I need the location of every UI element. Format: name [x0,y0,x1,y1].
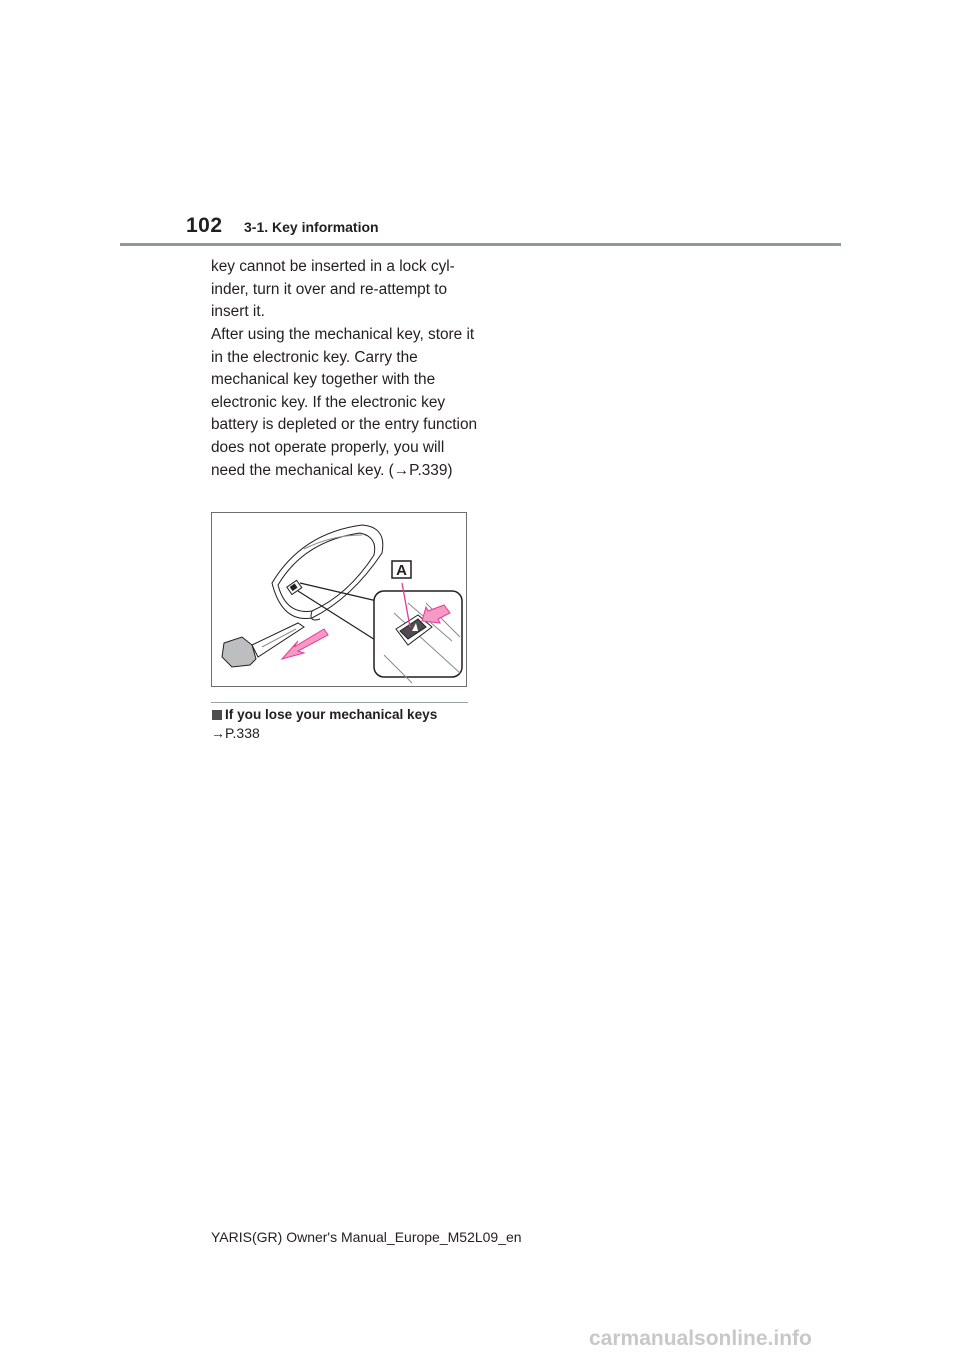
key-illustration [211,512,467,687]
key-illustration-svg [212,513,466,686]
header-rule [120,243,841,246]
mechanical-key [222,623,304,667]
callout-label: A [396,562,407,579]
body-paragraph-2 [211,324,481,482]
paragraph-text: key cannot be inserted in a lock cyl-inder, turn it over and re-attempt to insert it. [211,258,455,321]
detail-inset [374,591,462,683]
bullet-square-icon [212,710,222,720]
page-reference-link[interactable]: →P.338 [211,725,260,741]
section-title: 3-1. Key information [244,219,379,235]
footer-manual-id: YARIS(GR) Owner's Manual_Europe_M52L09_en [211,1229,522,1245]
body-paragraph-1 [211,256,481,324]
subsection-heading-text: If you lose your mechanical keys [225,707,438,722]
electronic-key-body [272,525,383,620]
paragraph-text: After using the mechanical key, store it in the electronic key. Carry the mechanical key together with the electronic key. If the electronic key battery is depleted or the entry function does not operate properly, you will need the mechanical key. (→P.339) [211,326,478,479]
subsection-heading [212,707,437,722]
subsection-rule [211,702,468,703]
watermark: carmanualsonline.info [589,1327,812,1350]
page-number: 102 [186,214,223,237]
